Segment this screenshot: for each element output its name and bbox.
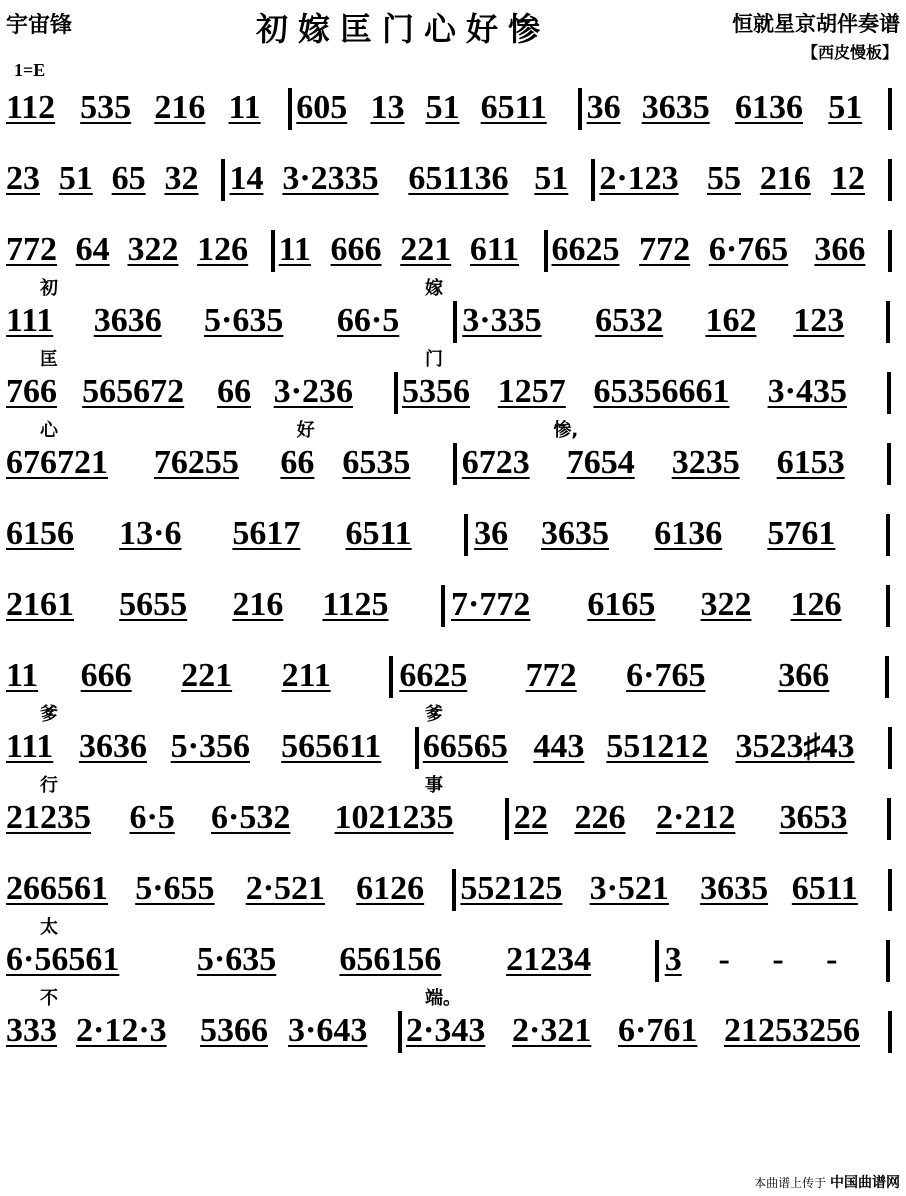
bar-line <box>398 1011 402 1053</box>
note-group: 322 <box>700 586 752 623</box>
note-group: 21253256 <box>724 1012 860 1049</box>
lyric-char: 行 <box>40 775 58 796</box>
note-group: 65356661 <box>593 373 730 410</box>
notation-row <box>0 159 906 219</box>
note-group: 3636 <box>78 728 147 765</box>
lyric-char: 爹 <box>40 704 58 725</box>
note-group: 6136 <box>654 515 723 552</box>
note-group: 55 <box>707 160 742 197</box>
note-group: 5·635 <box>196 941 277 978</box>
lyric-char: 惨, <box>553 420 579 441</box>
note-group: 2·12·3 <box>76 1012 167 1049</box>
lyric-char: 初 <box>40 278 58 299</box>
note-group: 111 <box>6 302 54 339</box>
note-group: 216 <box>232 586 284 623</box>
note-group: 51 <box>534 160 569 197</box>
note-group: 565672 <box>82 373 185 410</box>
note-group: - <box>826 941 838 978</box>
note-group: 112 <box>6 89 56 126</box>
lyric-char: 门 <box>425 349 443 370</box>
note-group: 216 <box>154 89 206 126</box>
bar-line <box>453 301 457 343</box>
bar-line <box>888 88 892 130</box>
lyric-char: 嫁 <box>425 278 443 299</box>
note-group: 266561 <box>6 870 108 907</box>
note-group: 6156 <box>6 515 74 552</box>
note-group: 5761 <box>767 515 836 552</box>
note-group: 772 <box>6 231 57 268</box>
note-group: 21234 <box>506 941 592 978</box>
note-group: 6·56561 <box>6 941 120 978</box>
note-group: 535 <box>80 89 132 126</box>
note-group: 6126 <box>356 870 425 907</box>
footer-text: 本曲谱上传于 <box>754 1176 827 1190</box>
note-group: 21235 <box>6 799 91 836</box>
notation-row <box>0 88 906 148</box>
note-group: 6165 <box>587 586 656 623</box>
notation-row <box>0 798 906 858</box>
bar-line <box>394 372 398 414</box>
notation-row <box>0 301 906 370</box>
note-group: 6·5 <box>129 799 175 836</box>
note-group: 66565 <box>422 728 508 765</box>
note-group: 5617 <box>232 515 301 552</box>
tempo-tag: 【西皮慢板】 <box>801 43 898 62</box>
note-group: 366 <box>778 657 830 694</box>
note-group: 36 <box>586 89 621 126</box>
note-group: 772 <box>639 231 691 268</box>
note-group: 366 <box>814 231 866 268</box>
footer-brand: 中国曲谱网 <box>830 1175 900 1191</box>
note-group: 6136 <box>734 89 803 126</box>
note-group: 5·635 <box>204 302 284 339</box>
bar-line <box>887 372 891 414</box>
note-group: 3635 <box>541 515 610 552</box>
note-group: 3·335 <box>462 302 542 339</box>
note-group: 6153 <box>776 444 845 481</box>
notation-row <box>0 1011 906 1071</box>
notation-row <box>0 514 906 574</box>
note-group: 551212 <box>606 728 709 765</box>
note-group: 6·765 <box>626 657 706 694</box>
lyric-char: 爹 <box>425 704 443 725</box>
note-group: 51 <box>828 89 863 126</box>
note-group: 1257 <box>497 373 566 410</box>
bar-line <box>441 585 445 627</box>
note-group: 126 <box>197 231 249 268</box>
bar-line <box>591 159 595 201</box>
note-group: 3635 <box>641 89 710 126</box>
note-group: 766 <box>6 373 57 410</box>
notation-row <box>0 230 906 299</box>
note-group: 51 <box>58 160 93 197</box>
note-group: 605 <box>296 89 348 126</box>
note-group: 3·236 <box>273 373 353 410</box>
note-group: 2161 <box>6 586 74 623</box>
note-group: 5·655 <box>135 870 215 907</box>
score-subtitle: 恒就星京胡伴奏谱 <box>732 12 900 36</box>
note-group: 64 <box>75 231 110 268</box>
note-group: 23 <box>6 160 40 197</box>
note-group: 666 <box>80 657 132 694</box>
note-group: 162 <box>705 302 757 339</box>
note-group: 6511 <box>345 515 412 552</box>
note-group: 11 <box>228 89 261 126</box>
note-group: 12 <box>830 160 865 197</box>
note-group: 6532 <box>595 302 664 339</box>
note-group: 66 <box>280 444 315 481</box>
note-group: 333 <box>6 1012 57 1049</box>
bar-line <box>886 301 890 343</box>
footer <box>754 1172 900 1192</box>
notation-row <box>0 656 906 725</box>
notation-row <box>0 940 906 1009</box>
note-group: 11 <box>278 231 311 268</box>
note-group: 66·5 <box>336 302 400 339</box>
bar-line <box>578 88 582 130</box>
bar-line <box>888 869 892 911</box>
note-group: 1021235 <box>334 799 454 836</box>
bar-line <box>452 869 456 911</box>
bar-line <box>288 88 292 130</box>
note-group: 656156 <box>339 941 442 978</box>
note-group: 5356 <box>402 373 471 410</box>
lyric-char: 心 <box>40 420 58 441</box>
note-group: 32 <box>164 160 199 197</box>
notation-row <box>0 443 906 503</box>
bar-line <box>655 940 659 982</box>
note-group: 772 <box>525 657 577 694</box>
note-group: 2·123 <box>599 160 679 197</box>
note-group: 123 <box>793 302 845 339</box>
key-signature: 1=E <box>14 60 46 80</box>
lyric-char: 不 <box>40 988 58 1009</box>
bar-line <box>464 514 468 556</box>
bar-line <box>505 798 509 840</box>
bar-line <box>888 1011 892 1053</box>
note-group: 6625 <box>551 231 620 268</box>
lyric-char: 太 <box>40 917 58 938</box>
bar-line <box>887 443 891 485</box>
note-group: 13 <box>370 89 405 126</box>
note-group: 6511 <box>480 89 547 126</box>
note-group: 2·212 <box>656 799 736 836</box>
note-group: 76255 <box>153 444 239 481</box>
note-group: 5655 <box>119 586 188 623</box>
note-group: 1125 <box>322 586 389 623</box>
bar-line <box>888 159 892 201</box>
lyric-char: 好 <box>296 420 315 441</box>
note-group: 51 <box>425 89 460 126</box>
note-group: 3523♯43 <box>735 728 855 765</box>
note-group: 2·343 <box>406 1012 486 1049</box>
note-group: 13·6 <box>119 515 182 552</box>
note-group: 22 <box>513 799 548 836</box>
note-group: 7654 <box>566 444 635 481</box>
bar-line <box>886 514 890 556</box>
note-group: 126 <box>790 586 842 623</box>
note-group: 226 <box>574 799 626 836</box>
note-group: - <box>718 941 730 978</box>
bar-line <box>453 443 457 485</box>
note-group: 443 <box>533 728 585 765</box>
note-group: 6·761 <box>618 1012 698 1049</box>
note-group: 322 <box>127 231 179 268</box>
note-group: 6·532 <box>211 799 291 836</box>
note-group: 3 <box>664 941 682 978</box>
note-group: 3·521 <box>589 870 669 907</box>
note-group: 676721 <box>6 444 108 481</box>
note-group: 14 <box>229 160 264 197</box>
note-group: 3636 <box>93 302 162 339</box>
note-group: 65 <box>111 160 146 197</box>
note-group: 565611 <box>281 728 382 765</box>
bar-line <box>389 656 393 698</box>
note-group: 221 <box>181 657 233 694</box>
note-group: 6723 <box>461 444 530 481</box>
page-title: 初嫁匡门心好惨 <box>256 10 551 48</box>
notation-row <box>0 869 906 938</box>
note-group: 6625 <box>399 657 468 694</box>
note-group: 552125 <box>460 870 563 907</box>
bar-line <box>415 727 419 769</box>
note-group: 6535 <box>342 444 411 481</box>
note-group: 5366 <box>200 1012 268 1049</box>
note-group: 3235 <box>671 444 740 481</box>
note-group: 3·2335 <box>282 160 379 197</box>
bar-line <box>888 230 892 272</box>
note-group: 666 <box>330 231 382 268</box>
note-group: - <box>772 941 784 978</box>
note-group: 3·643 <box>288 1012 368 1049</box>
lyric-char: 事 <box>425 775 443 796</box>
bar-line <box>221 159 225 201</box>
note-group: 11 <box>6 657 39 694</box>
bar-line <box>271 230 275 272</box>
note-group: 3653 <box>779 799 848 836</box>
bar-line <box>886 585 890 627</box>
notation-row <box>0 727 906 796</box>
bar-line <box>888 727 892 769</box>
bar-line <box>544 230 548 272</box>
note-group: 6511 <box>791 870 858 907</box>
bar-line <box>887 798 891 840</box>
notation-row <box>0 585 906 645</box>
note-group: 7·772 <box>451 586 531 623</box>
notation-row <box>0 372 906 441</box>
note-group: 36 <box>474 515 509 552</box>
note-group: 2·521 <box>245 870 326 907</box>
note-group: 111 <box>6 728 54 765</box>
bar-line <box>885 656 889 698</box>
note-group: 216 <box>759 160 811 197</box>
opera-name: 宇宙锋 <box>6 13 73 38</box>
note-group: 5·356 <box>170 728 250 765</box>
note-group: 611 <box>469 231 520 268</box>
note-group: 3635 <box>700 870 769 907</box>
bar-line <box>886 940 890 982</box>
lyric-char: 匡 <box>40 349 58 370</box>
note-group: 651136 <box>408 160 509 197</box>
lyric-char: 端。 <box>425 988 461 1009</box>
note-group: 3·435 <box>767 373 847 410</box>
note-group: 2·321 <box>512 1012 592 1049</box>
note-group: 221 <box>400 231 452 268</box>
note-group: 211 <box>281 657 331 694</box>
note-group: 66 <box>217 373 252 410</box>
note-group: 6·765 <box>708 231 789 268</box>
